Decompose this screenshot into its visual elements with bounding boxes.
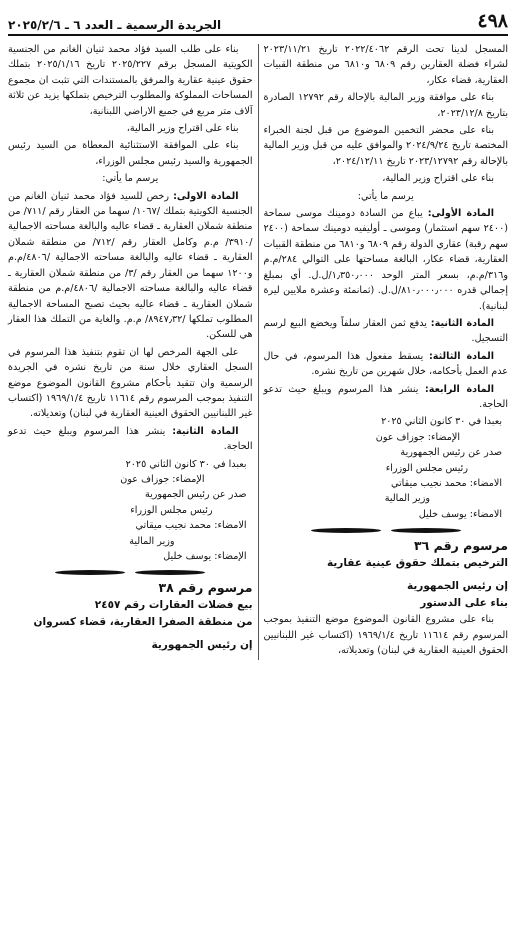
finance-title: وزير المالية — [129, 535, 175, 547]
president-heading: إن رئيس الجمهورية — [151, 639, 253, 652]
left-column — [8, 42, 253, 660]
article-text: ينشر هذا المرسوم ويبلغ حيث تدعو الحاجة. — [8, 425, 253, 453]
article-label: المادة الثانية: — [430, 317, 494, 329]
article-text: رخص للسيد فؤاد محمد ثنيان الغانم من الجنسية الكويتية بتملك /١٠٦٧/ سهما من العقار رقم /٧١١/ من منطقة شملان العقارية ـ قضاء عاليه والبالغة مساحته الاجمالية /٣٩١٠/ م.م وكامل العقار رقم /٧١٢/ من منطقة شملان العقارية ـ قضاء عاليه والبالغة مساحته الاجمالية /٤٨٠٦/م.م و١٢٠٠ سهما من العقار رقم /٣/ من منطقة شملان العقارية ـ قضاء عاليه والبالغة مساحته الاجمالية /٤٨٠٦/م.م من منطقة شملان العقارية ـ قضاء عاليه بحيث تصبح المساحة الاجمالية المطلوب تملكها /٨٩٤٧٫٣٢/ م.م. والغاية من التملك هذا العقار هي للسكن. — [8, 190, 253, 341]
article-text: ينشر هذا المرسوم ويبلغ حيث تدعو الحاجة. — [263, 383, 508, 410]
separator-ornament — [8, 570, 253, 575]
article-text: يدفع ثمن العقار سلفاً ويخضع البيع لرسم التسجيل. — [263, 317, 508, 345]
finance-title: وزير المالية — [384, 493, 430, 505]
signature-block — [8, 457, 253, 565]
decree-subject: من منطقة الصفرا العقارية، قضاء كسروان — [33, 616, 253, 629]
article-text: يباع من السادة دومينك موسى سماحة (٢٤٠٠ سهم استثمار) وموسى ـ أوليفيه دومينك سماحة (٢٤٠٠ سهم رقبة) عقاري الدولة رقم ٦٨٠٩ و٦٨١٠ من منطقة القبيات العقارية، قضاء عكار، البالغة مساحتها على التوالي ٢٨٤/م.م و٣١٦/م.م، بسعر المتر الوحد ١٫٣٥٠٫٠٠٠/ل.ل. أي بمبلغ إجمالي قدره ٨١٠٫٠٠٠٫٠٠٠/ل.ل. (ثمانمئة وعشرة ملايين ليرة لبنانية). — [263, 208, 508, 312]
paragraph: بناء على طلب السيد فؤاد محمد ثنيان الغانم من الجنسية الكويتية المسجل برقم ٢٠٢٥/٢٢٧ تاريخ ٢٠٢٥/١/١٦ بتملك حقوق عينية عقارية والمرفق بالمستندات التي تثبت ان مجموع المساحات المملوكة والمطلوب الترخيص بتملكها يزيد عن ثلاثة آلاف متر مربع في جميع الاراضي اللبنانية، — [8, 44, 253, 117]
decree-title: مرسوم رقم ٣٨ — [158, 580, 253, 596]
paragraph: بناء على اقتراح وزير المالية، — [382, 173, 494, 185]
paragraph: على الجهة المرخص لها ان تقوم بتنفيذ هذا المرسوم في السجل العقاري خلال سنة من تاريخ نشره في الجريدة الرسمية وان تتقيد بأحكام مشروع القانون الموضوع موضع التنفيذ بموجب المرسوم رقم ١١٦١٤ تاريخ ١٩٦٩/١/٤ (اكتساب غير اللبنانيين الحقوق العينية العقارية في لبنان) وتعديلاته. — [8, 346, 253, 420]
paragraph: المسجل لدينا تحت الرقم ٢٠٢٢/٤٠٦٢ تاريخ ٢٠٢٣/١١/٢١ لشراء فضلة العقارين رقم ٦٨٠٩ و٦٨١٠ من منطقة القبيات العقارية، قضاء عكار، — [263, 44, 509, 86]
signature: الامضاء: يوسف خليل — [418, 508, 502, 520]
issued-by: صدر عن رئيس الجمهورية — [400, 447, 502, 459]
article-label: المادة الرابعة: — [424, 383, 495, 395]
two-columns — [8, 42, 508, 660]
pm-title: رئيس مجلس الوزراء — [385, 462, 468, 474]
president-heading: إن رئيس الجمهورية — [406, 580, 508, 593]
paragraph: بناء على اقتراح وزير المالية، — [126, 123, 239, 135]
paragraph: بناء على الموافقة الاستثنائية المعطاة من السيد رئيس الجمهورية والسيد رئيس مجلس الوزراء، — [8, 140, 253, 167]
decree-title: مرسوم رقم ٣٦ — [414, 538, 508, 554]
signature-block — [264, 414, 509, 522]
issued-by: صدر عن رئيس الجمهورية — [144, 489, 247, 501]
place-date: بعبدا في ٣٠ كانون الثاني ٢٠٢٥ — [125, 458, 247, 470]
signature: الإمضاء: جوزاف عون — [375, 431, 460, 443]
article-2 — [8, 424, 253, 455]
article-label: المادة الثالثة: — [428, 350, 494, 362]
article-label: المادة الاولى: — [173, 190, 239, 202]
page-number: ٤٩٨ — [477, 10, 508, 32]
signature: الإمضاء: يوسف خليل — [163, 551, 247, 562]
pm-title: رئيس مجلس الوزراء — [130, 504, 213, 516]
article-1 — [264, 206, 509, 314]
article-label: المادة الثانية: — [172, 425, 239, 437]
right-column — [264, 42, 509, 660]
signature: الإمضاء: جوزاف عون — [120, 473, 205, 485]
separator-ornament — [264, 528, 509, 533]
constitution-heading: بناء على الدستور — [420, 597, 508, 610]
decree-subject: الترخيص بتملك حقوق عينية عقارية — [326, 557, 508, 570]
article-label: المادة الأولى: — [427, 208, 494, 220]
article-4 — [264, 382, 509, 413]
decree-formula: يرسم ما يأتي: — [357, 190, 414, 202]
article-1 — [8, 189, 253, 343]
article-text: يسقط مفعول هذا المرسوم، في حال عدم العمل بأحكامه، خلال شهرين من تاريخ نشره. — [263, 350, 508, 378]
article-3 — [264, 349, 509, 380]
page-header — [8, 8, 508, 36]
article-2 — [264, 316, 509, 347]
paragraph: بناء على موافقة وزير المالية بالإحالة رقم ١٢٧٩٢ الصادرة بتاريخ ٢٠٢٣/١٢/٨، — [263, 92, 508, 119]
gazette-title: الجريدة الرسمية ـ العدد ٦ ـ ٢٠٢٥/٢/٦ — [8, 18, 222, 32]
decree-subject: بيع فضلات العقارات رقم ٢٤٥٧ — [94, 599, 253, 612]
decree-formula: يرسم ما يأتي: — [102, 173, 159, 185]
paragraph: بناء على محضر التخمين الموضوع من قبل لجنة الخبراء المختصة تاريخ ٢٠٢٤/٩/٢٤ والموافق عليه من قبل وزير المالية بالإحالة رقم ٢٠٢٣/١٢٧٩٢ تاريخ ٢٠٢٤/١٢/١١، — [263, 125, 508, 167]
column-divider — [258, 44, 259, 660]
paragraph: بناء على مشروع القانون الموضوع موضع التنفيذ بموجب المرسوم رقم ١١٦١٤ تاريخ ١٩٦٩/١/٤ (اكتساب غير اللبنانيين الحقوق العينية العقارية في لبنان) وتعديلاته، — [263, 614, 508, 656]
place-date: بعبدا في ٣٠ كانون الثاني ٢٠٢٥ — [381, 416, 502, 428]
signature: الامضاء: محمد نجيب ميقاتي — [391, 477, 502, 489]
signature: الامضاء: محمد نجيب ميقاتي — [135, 520, 247, 532]
